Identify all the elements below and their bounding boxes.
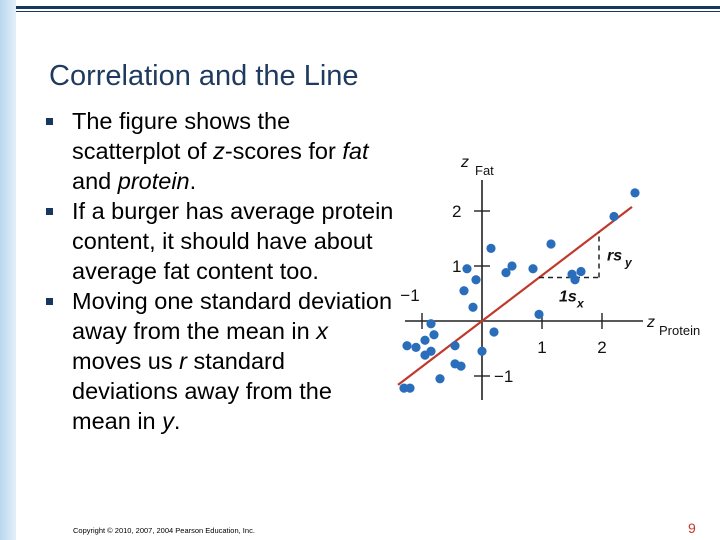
rise-label: rs xyxy=(607,247,623,265)
header-rule xyxy=(16,6,720,9)
y-tick-label: 2 xyxy=(452,202,462,221)
run-label: 1s xyxy=(559,288,577,306)
data-point xyxy=(486,244,495,253)
bullet-text-run: -scores for xyxy=(224,138,343,164)
bullet-square-icon xyxy=(46,208,53,215)
data-point xyxy=(456,362,465,371)
data-point xyxy=(462,264,471,273)
bullet-text-run: Moving one standard deviation away from the mean in xyxy=(72,288,393,344)
data-point xyxy=(426,319,435,328)
data-point xyxy=(546,239,555,248)
bullet-item xyxy=(46,196,396,286)
italic-term: r xyxy=(179,348,187,374)
y-tick-label: 1 xyxy=(452,257,462,276)
italic-term: x xyxy=(316,318,328,344)
rise-label-sub: y xyxy=(625,255,632,270)
italic-term: z xyxy=(213,138,225,164)
bullet-list xyxy=(46,106,396,436)
bullet-text-run: If a burger has average protein content, it should have about average fat content too. xyxy=(72,198,394,284)
bullet-text-run: . xyxy=(189,168,197,194)
data-point xyxy=(534,310,543,319)
bullet-text xyxy=(72,108,369,194)
data-point xyxy=(402,341,411,350)
slide-number: 9 xyxy=(688,520,696,536)
italic-term: fat xyxy=(342,138,369,164)
data-point xyxy=(411,343,420,352)
bullet-text-run: moves us xyxy=(72,348,180,374)
data-point xyxy=(576,267,585,276)
bullet-text-run: and xyxy=(72,168,118,194)
y-tick-label: −1 xyxy=(494,367,514,386)
bullet-item xyxy=(46,106,396,196)
data-point xyxy=(399,384,408,393)
data-point xyxy=(459,286,468,295)
data-point xyxy=(501,268,510,277)
bullet-square-icon xyxy=(46,298,53,305)
slide-title: Correlation and the Line xyxy=(49,60,359,92)
data-point xyxy=(429,330,438,339)
bullet-square-icon xyxy=(46,118,53,125)
bullet-text xyxy=(72,288,392,434)
bullet-text-run: . xyxy=(173,408,181,434)
regression-line xyxy=(398,207,632,385)
data-point xyxy=(435,374,444,383)
bullet-item xyxy=(46,286,396,436)
data-point xyxy=(420,351,429,360)
scatterplot-chart xyxy=(395,150,715,420)
bullet-text-run: standard deviations away from the mean in xyxy=(72,348,332,434)
data-point xyxy=(528,264,537,273)
x-axis-label-sub: Protein xyxy=(659,323,701,338)
data-point xyxy=(489,327,498,336)
copyright-footer: Copyright © 2010, 2007, 2004 Pearson Education, Inc. xyxy=(73,526,255,535)
x-tick-label: −1 xyxy=(400,286,420,305)
x-tick-label: 2 xyxy=(597,338,607,357)
run-label-sub: x xyxy=(577,296,584,311)
data-point xyxy=(570,275,579,284)
data-point xyxy=(609,212,618,221)
data-point xyxy=(471,275,480,284)
bullet-text-run: The figure shows the scatterplot of xyxy=(72,108,291,164)
x-axis-label: z xyxy=(647,314,655,331)
data-point xyxy=(468,303,477,312)
data-point xyxy=(420,336,429,345)
x-tick-label: 1 xyxy=(537,338,547,357)
italic-term: protein xyxy=(117,168,190,194)
data-point xyxy=(450,341,459,350)
bullet-text xyxy=(72,198,393,284)
y-axis-label-sub: Fat xyxy=(475,163,494,178)
data-point xyxy=(477,347,486,356)
left-accent-bar xyxy=(0,0,16,540)
italic-term: y xyxy=(162,408,174,434)
data-point xyxy=(630,188,639,197)
header-rule-thin xyxy=(16,11,720,12)
y-axis-label: z xyxy=(461,154,469,171)
